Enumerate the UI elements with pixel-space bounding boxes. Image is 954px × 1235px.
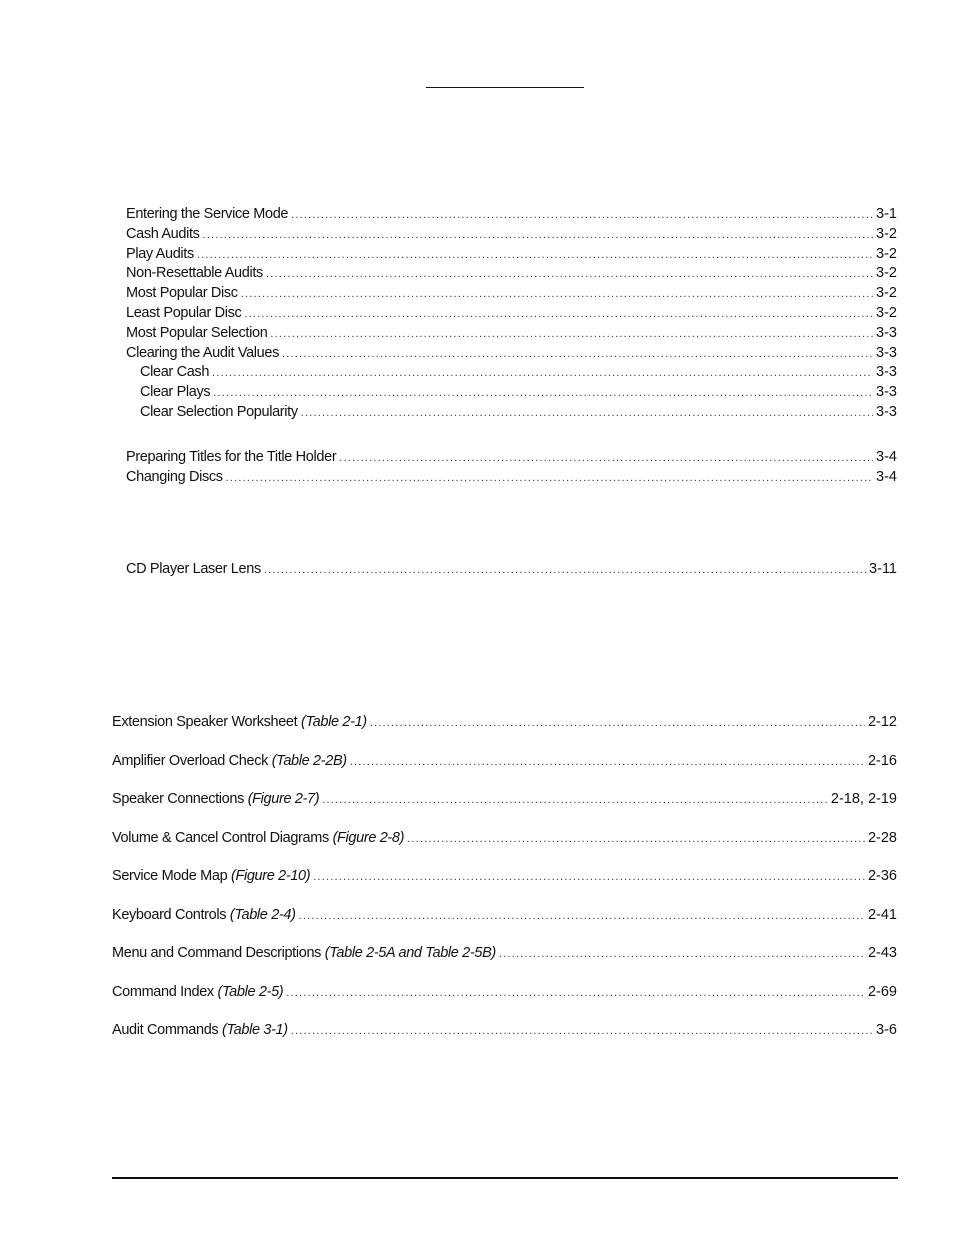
toc-entry-label: Clearing the Audit Values <box>126 344 280 361</box>
toc-entry[interactable] <box>126 264 897 284</box>
figure-entry-ref: (Table 3-1) <box>222 1022 288 1038</box>
toc-entry-label: Entering the Service Mode <box>126 206 289 222</box>
dot-leader <box>270 325 873 344</box>
dot-leader <box>213 384 873 403</box>
toc-entry-label: Most Popular Selection <box>126 324 268 341</box>
figure-entry-page: 2-16 <box>867 752 897 769</box>
figure-entry[interactable] <box>112 943 897 964</box>
toc-entry-label: Clear Cash <box>140 364 210 381</box>
figure-entry-label: Service Mode Map <box>112 868 228 884</box>
toc-entry-page: 3-2 <box>876 265 897 282</box>
figure-entry[interactable] <box>112 712 897 733</box>
toc-entry-label: Cash Audits <box>126 225 200 242</box>
dot-leader <box>313 867 865 887</box>
toc-section-maintenance <box>126 560 897 580</box>
dot-leader <box>322 790 828 810</box>
toc-entry-page: 3-2 <box>876 225 897 242</box>
toc-entry-page: 3-1 <box>876 206 897 222</box>
dot-leader <box>244 305 873 324</box>
figure-entry-label: Speaker Connections <box>112 791 244 807</box>
figure-entry-page: 2-28 <box>867 829 897 846</box>
toc-entry-page: 3-11 <box>869 561 897 577</box>
figure-entry-label: Keyboard Controls <box>112 906 227 923</box>
toc-entry-page: 3-4 <box>876 468 897 485</box>
figure-entry-ref: (Figure 2-8) <box>332 829 405 846</box>
toc-subentry[interactable] <box>126 403 897 423</box>
dot-leader <box>407 829 865 849</box>
toc-entry-page: 3-2 <box>876 245 897 262</box>
figure-entry-label: Menu and Command Descriptions <box>112 945 322 961</box>
figure-entry-page: 2-41 <box>867 906 897 923</box>
toc-entry-label: Play Audits <box>126 245 194 262</box>
dot-leader <box>370 713 865 733</box>
dot-leader <box>282 345 873 364</box>
toc-entry-label: Least Popular Disc <box>126 304 242 321</box>
figure-entry-label: Extension Speaker Worksheet <box>112 714 298 730</box>
dot-leader <box>203 226 874 245</box>
figure-entry-page: 3-6 <box>876 1022 897 1038</box>
toc-entry-page: 3-3 <box>876 324 897 341</box>
figure-entry-page: 2-36 <box>867 868 897 884</box>
toc-entry[interactable] <box>126 448 897 468</box>
dot-leader <box>212 364 873 383</box>
dot-leader <box>339 449 873 468</box>
figure-entry-ref: (Table 2-1) <box>301 714 367 730</box>
figure-entry[interactable] <box>112 789 897 810</box>
figure-entry-label: Audit Commands <box>112 1022 219 1038</box>
figure-entry[interactable] <box>112 982 897 1003</box>
toc-entry[interactable] <box>126 284 897 304</box>
figure-entry[interactable] <box>112 751 897 772</box>
figure-entry-page: 2-43 <box>867 945 897 961</box>
figure-entry[interactable] <box>112 866 897 887</box>
toc-entry-page: 3-3 <box>876 403 897 420</box>
dot-leader <box>350 752 865 772</box>
dot-leader <box>291 1021 873 1041</box>
toc-entry-page: 3-3 <box>876 364 897 381</box>
title-underline <box>426 87 584 88</box>
toc-entry-page: 3-4 <box>876 449 897 465</box>
toc-entry-label: Clear Selection Popularity <box>140 403 298 420</box>
figure-entry-ref: (Figure 2-10) <box>230 868 311 884</box>
toc-section-titles <box>126 448 897 488</box>
toc-entry[interactable] <box>126 468 897 488</box>
toc-entry-label: Non-Resettable Audits <box>126 265 263 282</box>
toc-section-service-mode <box>126 205 897 423</box>
toc-entry-page: 3-2 <box>876 285 897 302</box>
toc-subentry[interactable] <box>126 363 897 383</box>
toc-entry-label: Most Popular Disc <box>126 285 238 302</box>
dot-leader <box>226 469 873 488</box>
dot-leader <box>264 561 866 580</box>
figure-entry-ref: (Table 2-5) <box>217 983 284 1000</box>
dot-leader <box>291 206 873 225</box>
figure-entry-ref: (Table 2-4) <box>229 906 296 923</box>
toc-subentry[interactable] <box>126 383 897 403</box>
toc-figures-tables <box>112 712 897 1059</box>
toc-entry[interactable] <box>126 245 897 265</box>
figure-entry[interactable] <box>112 1020 897 1041</box>
figure-entry-ref: (Table 2-5A and Table 2-5B) <box>324 945 496 961</box>
dot-leader <box>499 944 865 964</box>
footer-rule <box>112 1177 898 1179</box>
toc-entry[interactable] <box>126 205 897 225</box>
figure-entry-page: 2-18, 2-19 <box>830 791 897 807</box>
dot-leader <box>241 285 873 304</box>
dot-leader <box>301 404 873 423</box>
toc-entry[interactable] <box>126 324 897 344</box>
figure-entry-ref: (Figure 2-7) <box>247 791 320 807</box>
figure-entry-page: 2-12 <box>867 714 897 730</box>
figure-entry-page: 2-69 <box>867 983 897 1000</box>
figure-entry-ref: (Table 2-2B) <box>271 752 347 769</box>
figure-entry-label: Volume & Cancel Control Diagrams <box>112 829 329 846</box>
toc-entry-page: 3-3 <box>876 344 897 361</box>
dot-leader <box>266 265 873 284</box>
dot-leader <box>299 906 865 926</box>
toc-entry-label: CD Player Laser Lens <box>126 561 261 577</box>
toc-entry[interactable] <box>126 225 897 245</box>
toc-entry-page: 3-3 <box>876 384 897 401</box>
toc-entry-label: Preparing Titles for the Title Holder <box>126 449 337 465</box>
figure-entry-label: Command Index <box>112 983 214 1000</box>
figure-entry[interactable] <box>112 828 897 849</box>
dot-leader <box>197 246 873 265</box>
toc-entry-label: Clear Plays <box>140 384 211 401</box>
toc-entry[interactable] <box>126 304 897 324</box>
toc-entry[interactable] <box>126 560 897 580</box>
figure-entry[interactable] <box>112 905 897 926</box>
figure-entry-label: Amplifier Overload Check <box>112 752 268 769</box>
toc-entry-page: 3-2 <box>876 304 897 321</box>
toc-entry[interactable] <box>126 344 897 364</box>
dot-leader <box>286 983 865 1003</box>
toc-entry-label: Changing Discs <box>126 468 223 485</box>
